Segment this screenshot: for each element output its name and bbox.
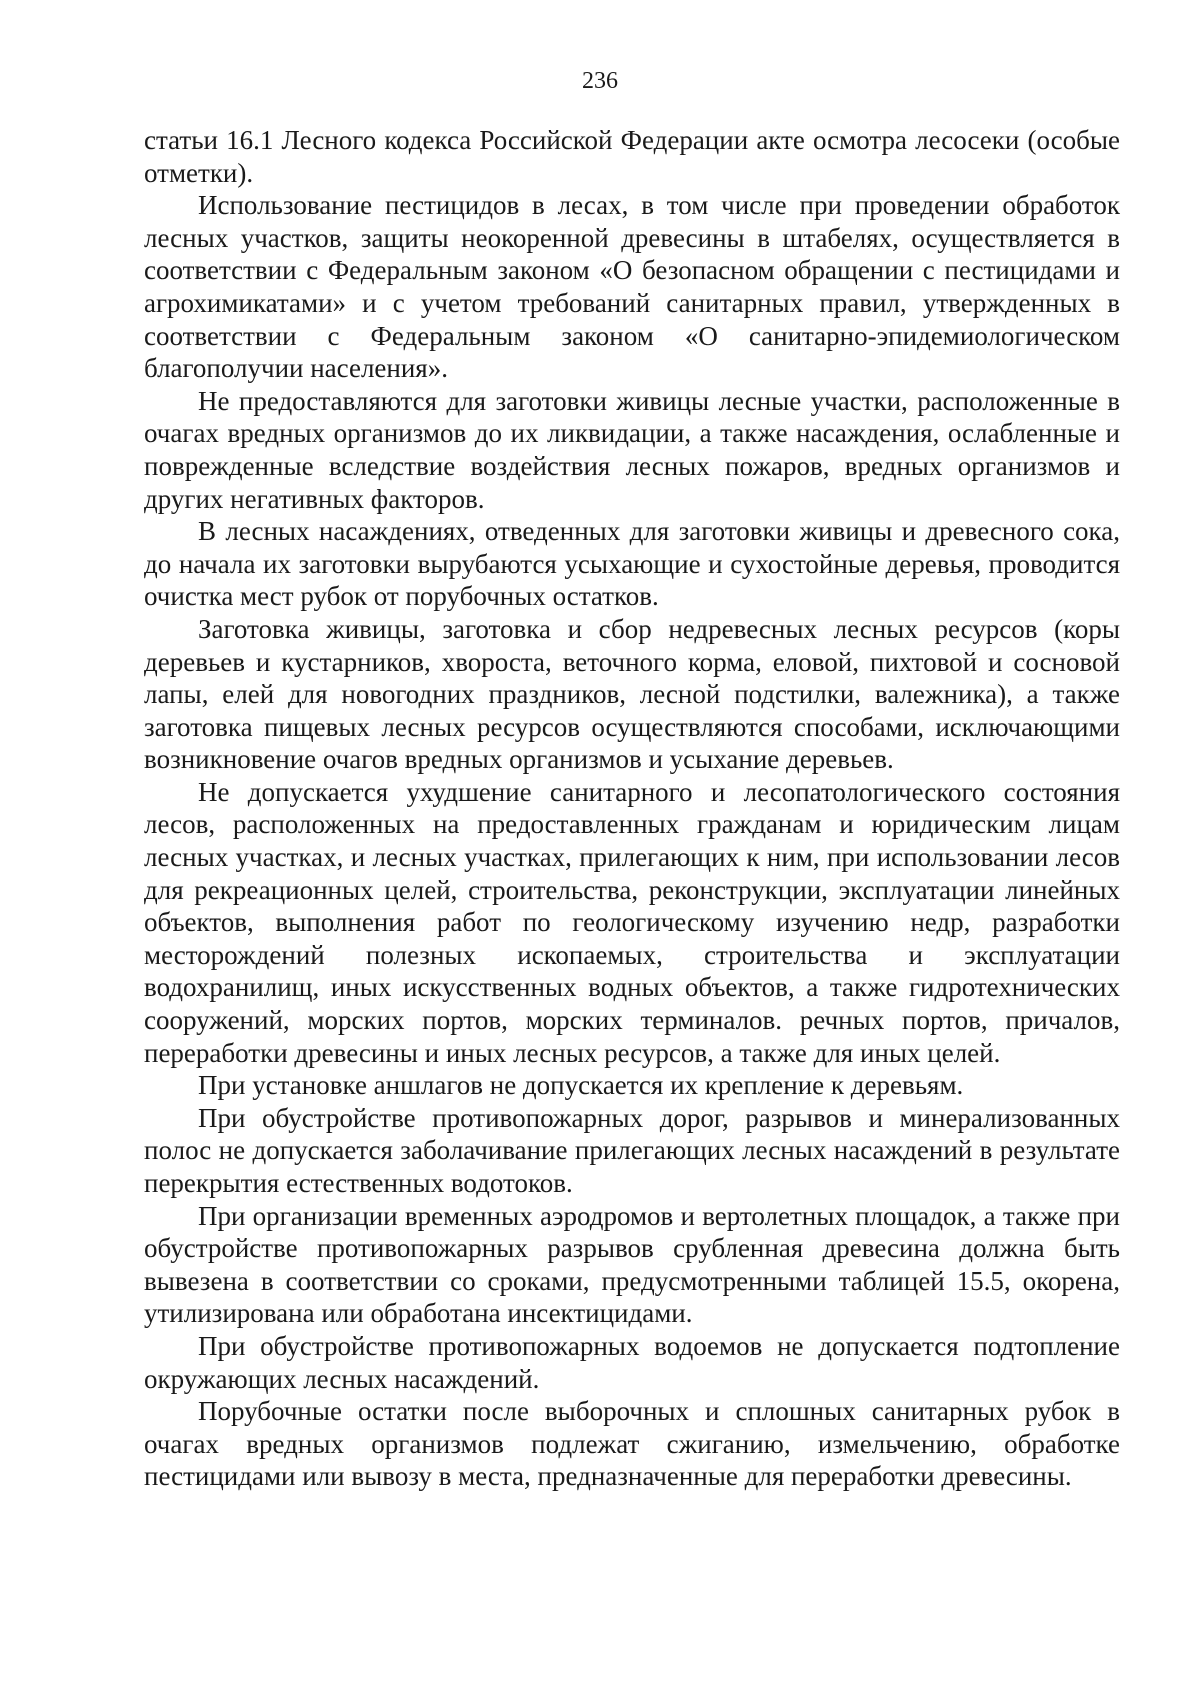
paragraph-continuation: статьи 16.1 Лесного кодекса Российской Федерации акте осмотра лесосеки (особые отметки). xyxy=(144,125,1120,188)
paragraph-resin-plots: Не предоставляются для заготовки живицы лесные участки, расположенные в очагах вредных организмов до их ликвидации, а также насаждения, ослабленные и поврежденные вследствие воздействия лесных пожаров, вредных организмов и других негативных факторов. xyxy=(144,385,1120,514)
paragraph-fire-ponds: При обустройстве противопожарных водоемов не допускается подтопление окружающих лесных насаждений. xyxy=(144,1330,1120,1394)
paragraph-fire-roads: При обустройстве противопожарных дорог, разрывов и минерализованных полос не допускается заболачивание прилегающих лесных насаждений в результате перекрытия естественных водотоков. xyxy=(144,1102,1120,1198)
paragraph-pesticides-use: Использование пестицидов в лесах, в том числе при проведении обработок лесных участков, защиты неокоренной древесины в штабелях, осуществляется в соответствии с Федеральным законом «О безопасном обращении с пестицидами и агрохимикатами» и с учетом требований санитарных правил, утвержденных в соответствии с Федеральным законом «О санитарно-эпидемиологическом благополучии населения». xyxy=(144,190,1120,384)
page-number: 236 xyxy=(582,68,618,94)
paragraph-airfields: При организации временных аэродромов и вертолетных площадок, а также при обустройстве противопожарных разрывов срубленная древесина должна быть вывезена в соответствии со сроками, предусмотренными таблицей 15.5, окорена, утилизирована или обработана инсектицидами. xyxy=(144,1200,1120,1329)
paragraph-sanitary-condition: Не допускается ухудшение санитарного и лесопатологического состояния лесов, расположенных на предоставленных гражданам и юридическим лицам лесных участках, и лесных участках, прилегающих к ним, при использовании лесов для рекреационных целей, строительства, реконструкции, эксплуатации линейных объектов, выполнения работ по геологическому изучению недр, разработки месторождений полезных ископаемых, строительства и эксплуатации водохранилищ, иных искусственных водных объектов, а также гидротехнических сооружений, морских портов, морских терминалов. речных портов, причалов, переработки древесины и иных лесных ресурсов, а также для иных целей. xyxy=(144,776,1120,1068)
paragraph-logging-residues: Порубочные остатки после выборочных и сплошных санитарных рубок в очагах вредных организмов подлежат сжиганию, измельчению, обработке пестицидами или вывозу в места, предназначенные для переработки древесины. xyxy=(144,1396,1120,1492)
paragraph-signs: При установке аншлагов не допускается их крепление к деревьям. xyxy=(198,1070,964,1101)
paragraph-resin-stands: В лесных насаждениях, отведенных для заготовки живицы и древесного сока, до начала их заготовки вырубаются усыхающие и сухостойные деревья, проводится очистка мест рубок от порубочных остатков. xyxy=(144,516,1120,612)
paragraph-non-timber-resources: Заготовка живицы, заготовка и сбор недревесных лесных ресурсов (коры деревьев и кустарников, хвороста, веточного корма, еловой, пихтовой и сосновой лапы, елей для новогодних праздников, лесной подстилки, валежника), а также заготовка пищевых лесных ресурсов осуществляются способами, исключающими возникновение очагов вредных организмов и усыхание деревьев. xyxy=(144,613,1120,775)
document-body xyxy=(144,124,1120,1493)
